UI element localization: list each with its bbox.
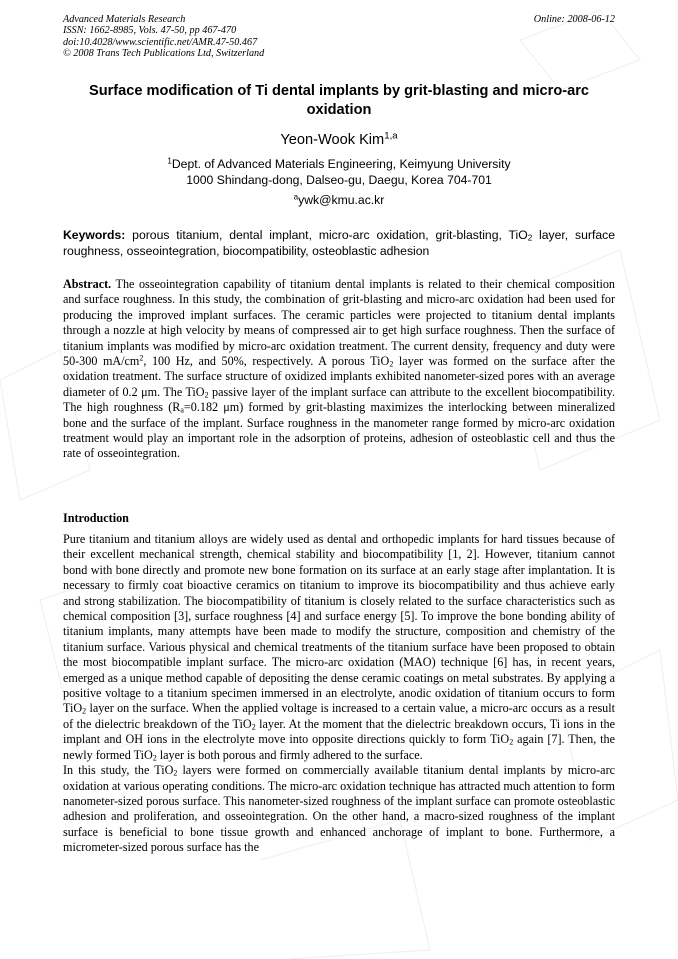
author-superscript: 1,a <box>384 130 398 142</box>
affiliation-line-2: 1000 Shindang-dong, Dalseo-gu, Daegu, Korea 704-701 <box>186 173 492 187</box>
journal-copyright: © 2008 Trans Tech Publications Ltd, Switzerland <box>63 48 265 60</box>
author-name: Yeon-Wook Kim <box>280 132 385 148</box>
journal-doi: doi:10.4028/www.scientific.net/AMR.47-50.467 <box>63 36 258 48</box>
journal-issn: ISSN: 1662-8985, Vols. 47-50, pp 467-470 <box>63 25 237 37</box>
intro-paragraph-2: In this study, the TiO$_2$ layers were formed on commercially available titanium dental implants by micro-arc oxidation at various operating conditions. The micro-arc oxidation technique has attracted much attention to form nanometer-sized porous surface. This nanometer-sized roughness of the implant surface can promote osteoblastic adhesion and proliferation, and osseointegration. On the other hand, a macro-sized roughness of the implant surface is beneficial to bone tissue growth and enhanced anchorage of implant to bone. Furthermore, a micrometer-sized porous surface has the <box>63 763 615 855</box>
journal-header <box>63 14 615 60</box>
intro-paragraph-1: Pure titanium and titanium alloys are widely used as dental and orthopedic implants for hard tissues because of their excellent mechanical strength, chemical stability and biocompatibility [1, 2]. However, titanium cannot bond with bone directly and promote new bone formation on its surface at an early stage after implantation. It is necessary to firmly coat bioactive ceramics on titanium to improve its biocompatibility and thus achieve early and strong stabilization. The biocompatibility of titanium is closely related to the surface characteristics such as chemical composition [3], surface roughness [4] and surface energy [5]. To improve the bone bonding ability of titanium implants, many attempts have been made to modify the structure, composition and chemistry of the titanium surface. Various physical and chemical treatments of the titanium surface have been proposed to obtain the most biocompatible implant surface. The micro-arc oxidation (MAO) technique [6] has, in recent years, emerged as a unique method capable of depositing the dense ceramic coatings on metal substrates. By applying a positive voltage to a titanium specimen immersed in an electrolyte, anodic oxidation of titanium occurs to form TiO$_2$ layer on the surface. When the applied voltage is increased to a certain value, a micro-arc occurs as a result of the dielectric breakdown of the TiO$_2$ layer. At the moment that the dielectric breakdown occurs, Ti ions in the implant and OH ions in the electrolyte move into opposite directions quickly to form TiO$_2$ again [7]. Then, the newly formed TiO$_2$ layer is both porous and firmly adhered to the surface. <box>63 532 616 763</box>
author-email <box>63 192 615 208</box>
abstract-label: Abstract. <box>63 277 112 291</box>
affiliation-line-1: $^1$Dept. of Advanced Materials Engineering, Keimyung University <box>167 156 511 171</box>
journal-name: Advanced Materials Research <box>63 14 186 25</box>
affiliation-superscript: 1 <box>167 156 172 166</box>
email-address: ywk@kmu.ac.kr <box>298 193 385 207</box>
abstract-block: Abstract. The osseointegration capability of titanium dental implants is related to their chemical composition and surface roughness. In this study, the combination of grit-blasting and micro-arc oxidation had been used for producing the improved implant surfaces. The ceramic particles were projected to titanium dental implants through a nozzle at high velocity by means of compressed air to get high surface roughness. Then the surface of titanium implants was modified by micro-arc oxidation treatment. The current density, frequency and duty were 50-300 $mA/cm^2$, 100 Hz, and 50%, respectively. A porous TiO$_2$ layer was formed on the surface after the oxidation treatment. The surface structure of oxidized implants exhibited nanometer-sized pores with an average diameter of 0.2 μm. The TiO$_2$ passive layer of the implant surface can attribute to the excellent biocompatibility. The high roughness ($R_a=0.182$ μm) formed by grit-blasting maximizes the interlocking between mineralized bone and the surface of the implant. Surface roughness in the manometer range formed by micro-arc oxidation treatment would play an important role in the adsorption of proteins, adhesion of osteoblastic cell and thus the rate of osseointegration. <box>63 277 616 461</box>
introduction-heading: Introduction <box>63 511 129 525</box>
email-superscript: a <box>293 192 299 202</box>
online-date: Online: 2008-06-12 <box>533 14 615 25</box>
keywords-label: Keywords: <box>63 228 126 242</box>
author-line <box>63 131 615 149</box>
introduction-body <box>63 532 615 856</box>
keywords-block: Keywords: porous titanium, dental implant, micro-arc oxidation, grit-blasting, TiO$_2$ layer, surface roughness, osseointegration, biocompatibility, osteoblastic adhesion <box>63 228 615 258</box>
affiliation <box>63 156 615 188</box>
paper-title: Surface modification of Ti dental implants by grit-blasting and micro-arc oxidation <box>88 83 590 118</box>
